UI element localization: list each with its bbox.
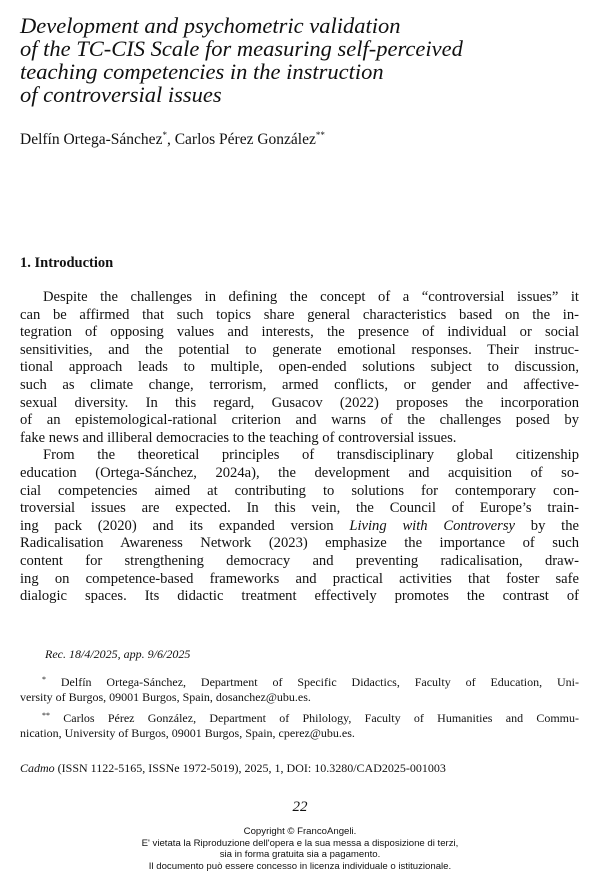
copyright-line: Copyright © FrancoAngeli.: [243, 826, 357, 837]
author-footnote-marker: *: [162, 130, 167, 140]
author-footnote-marker: **: [315, 130, 325, 140]
title-line: Development and psychometric validation: [20, 13, 401, 38]
article-title: [20, 14, 580, 106]
text-line: education (Ortega-Sánchez, 2024a), the development and acquisition of so-: [20, 464, 579, 481]
footnote-marker: **: [42, 711, 50, 720]
footnote: [20, 708, 579, 741]
footnote-text: Delfín Ortega-Sánchez, Department of Specific Didactics, Faculty of Education, Uni-: [60, 675, 580, 689]
footnote-line: [20, 672, 579, 690]
text-line: troversial issues are expected. In this vein, the Council of Europe’s train-: [20, 500, 579, 517]
text-line: tional approach leads to multiple, open-ended solutions subject to discussion,: [20, 359, 579, 376]
text-line: Despite the challenges in defining the concept of a “controversial issues” it: [43, 289, 579, 305]
journal-name: Cadmo: [20, 761, 55, 775]
title-line: of the TC-CIS Scale for measuring self-perceived: [20, 36, 463, 61]
text-line: From the theoretical principles of transdisciplinary global citizenship: [43, 447, 579, 464]
copyright-line: sia in forma gratuita sia a pagamento.: [219, 849, 381, 861]
text-line: sexual diversity. In this regard, Gusacov (2022) proposes the incorporation: [20, 394, 579, 411]
text-line: can be affirmed that such topics share general characteristics based on the in-: [20, 306, 579, 323]
text-line: dialogic spaces. Its didactic treatment effectively promotes the contrast of: [20, 588, 579, 605]
paragraph: [20, 289, 579, 447]
text-line: tegration of opposing values and interests, the presence of individual or social: [20, 324, 579, 341]
footnote-marker: *: [42, 675, 46, 684]
text-line: Radicalisation Awareness Network (2023) emphasize the importance of such: [20, 535, 579, 552]
author-list: [20, 130, 325, 149]
text-line: fake news and illiberal democracies to the teaching of controversial issues.: [20, 429, 457, 446]
citation-details: (ISSN 1122-5165, ISSNe 1972-5019), 2025, 1, DOI: 10.3280/CAD2025-001003: [54, 761, 446, 775]
footnotes: [20, 672, 579, 744]
copyright-line: Il documento può essere concesso in licenza individuale o istituzionale.: [148, 860, 452, 872]
footnote: [20, 672, 579, 705]
title-line: of controversial issues: [20, 82, 222, 107]
text-line: of an epistemological-rational criterion and warns of the challenges posed by: [20, 412, 579, 429]
copyright-line: E' vietata la Riproduzione dell'opera e la sua messa a disposizione di terzi,: [141, 837, 459, 849]
received-dates: Rec. 18/4/2025, app. 9/6/2025: [45, 647, 191, 661]
title-line: teaching competencies in the instruction: [20, 59, 384, 84]
copyright-notice: [0, 826, 600, 872]
text-line: ing on competence-based frameworks and practical activities that foster safe: [20, 570, 579, 587]
italic-title: Living with Controversy: [349, 517, 515, 534]
journal-citation: [20, 761, 446, 776]
text-line: cial competencies aimed at contributing to solutions for contemporary con-: [20, 482, 579, 499]
author-separator: ,: [166, 131, 175, 148]
page-number: 22: [292, 799, 308, 815]
body-text: [20, 289, 579, 606]
text-line: ing pack (2020) and its expanded version Living with Controversy by the: [20, 517, 579, 534]
text-line: content for strengthening democracy and preventing radicalisation, draw-: [20, 552, 579, 569]
paragraph: [20, 447, 579, 605]
text-line: sensitivities, and the potential to generate emotional responses. Their instruc-: [20, 341, 579, 358]
footnote-line: [20, 708, 579, 726]
text-line: such as climate change, terrorism, armed conflicts, or gender and affective-: [20, 376, 579, 393]
author-name: Carlos Pérez González: [174, 131, 316, 148]
section-heading: 1. Introduction: [20, 255, 114, 271]
footnote-line: versity of Burgos, 09001 Burgos, Spain, dosanchez@ubu.es.: [20, 690, 311, 704]
footnote-line: nication, University of Burgos, 09001 Burgos, Spain, cperez@ubu.es.: [20, 726, 355, 740]
author-name: Delfín Ortega-Sánchez: [20, 131, 163, 148]
footnote-text: Carlos Pérez González, Department of Philology, Faculty of Humanities and Commu-: [63, 711, 579, 725]
